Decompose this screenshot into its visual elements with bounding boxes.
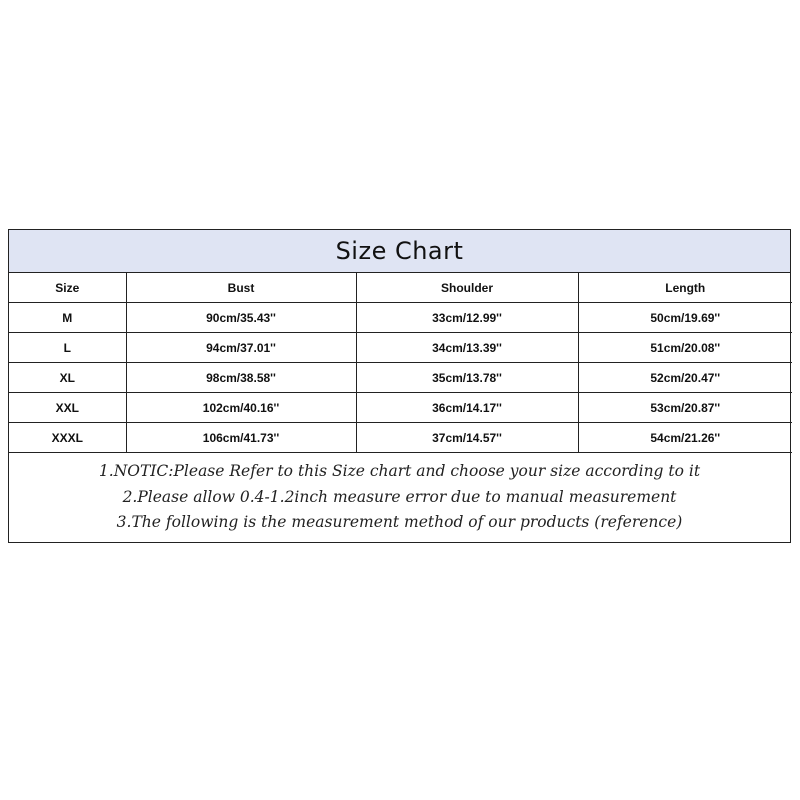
- cell-length: 52cm/20.47'': [578, 363, 792, 393]
- cell-shoulder: 37cm/14.57'': [356, 423, 578, 453]
- cell-length: 54cm/21.26'': [578, 423, 792, 453]
- cell-length: 51cm/20.08'': [578, 333, 792, 363]
- size-chart: [8, 229, 791, 543]
- cell-size: XXXL: [9, 423, 126, 453]
- cell-bust: 98cm/38.58'': [126, 363, 356, 393]
- table-row: [9, 393, 792, 423]
- cell-bust: 94cm/37.01'': [126, 333, 356, 363]
- header-row: [9, 273, 792, 303]
- note-3: 3.The following is the measurement method of our products (reference): [116, 513, 683, 531]
- chart-title: Size Chart: [9, 230, 790, 273]
- header-size: Size: [9, 273, 126, 303]
- table-row: [9, 333, 792, 363]
- cell-shoulder: 36cm/14.17'': [356, 393, 578, 423]
- size-table: [9, 273, 792, 453]
- cell-size: M: [9, 303, 126, 333]
- cell-shoulder: 35cm/13.78'': [356, 363, 578, 393]
- note-1: 1.NOTIC:Please Refer to this Size chart and choose your size according to it: [98, 462, 701, 480]
- header-shoulder: Shoulder: [356, 273, 578, 303]
- cell-shoulder: 33cm/12.99'': [356, 303, 578, 333]
- cell-size: XL: [9, 363, 126, 393]
- header-bust: Bust: [126, 273, 356, 303]
- cell-size: XXL: [9, 393, 126, 423]
- cell-size: L: [9, 333, 126, 363]
- cell-bust: 102cm/40.16'': [126, 393, 356, 423]
- cell-length: 53cm/20.87'': [578, 393, 792, 423]
- notes-section: [9, 453, 790, 536]
- cell-bust: 106cm/41.73'': [126, 423, 356, 453]
- table-row: [9, 303, 792, 333]
- cell-length: 50cm/19.69'': [578, 303, 792, 333]
- table-row: [9, 423, 792, 453]
- header-length: Length: [578, 273, 792, 303]
- table-row: [9, 363, 792, 393]
- cell-shoulder: 34cm/13.39'': [356, 333, 578, 363]
- note-2: 2.Please allow 0.4-1.2inch measure error due to manual measurement: [122, 487, 677, 506]
- cell-bust: 90cm/35.43'': [126, 303, 356, 333]
